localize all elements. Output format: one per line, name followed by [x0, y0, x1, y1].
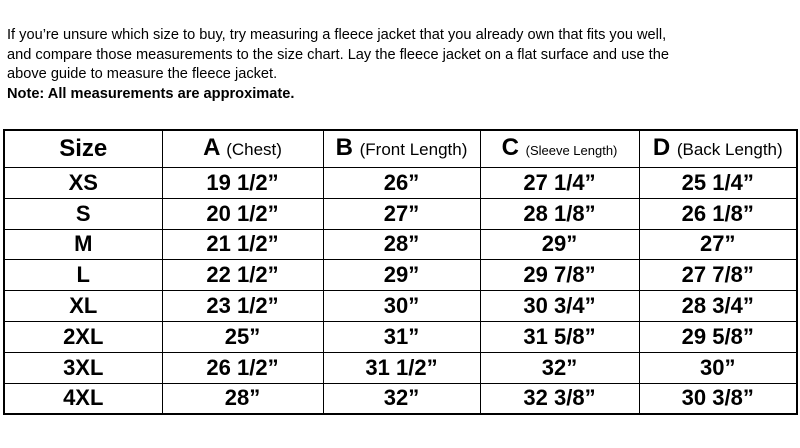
- header-back-length-letter: D: [652, 134, 671, 161]
- header-sleeve-length-letter: C: [501, 133, 519, 161]
- size-chart-table: [3, 129, 798, 415]
- table-row: [4, 260, 797, 291]
- cell-chest: 20 1/2”: [162, 198, 323, 229]
- cell-chest: 23 1/2”: [162, 291, 323, 322]
- header-size-label: Size: [59, 135, 108, 162]
- header-size: [4, 130, 162, 168]
- cell-size: M: [4, 229, 162, 260]
- cell-front-length: 31”: [323, 321, 480, 352]
- note-text: Note: All measurements are approximate.: [7, 85, 295, 102]
- header-sleeve-length: [480, 130, 639, 168]
- cell-size: 2XL: [4, 321, 162, 352]
- header-front-length-letter: B: [335, 134, 353, 161]
- size-chart-body: [4, 168, 797, 415]
- intro-line-3: above guide to measure the fleece jacket.: [7, 66, 278, 82]
- intro-line-1: If you’re unsure which size to buy, try measuring a fleece jacket that you already own that fits you well,: [7, 27, 667, 43]
- cell-sleeve-length: 28 1/8”: [480, 198, 639, 229]
- cell-size: L: [4, 260, 162, 291]
- header-sleeve-length-desc: (Sleeve Length): [525, 142, 618, 158]
- cell-chest: 19 1/2”: [162, 168, 323, 199]
- cell-chest: 21 1/2”: [162, 229, 323, 260]
- cell-sleeve-length: 32 3/8”: [480, 383, 639, 414]
- table-row: [4, 198, 797, 229]
- cell-sleeve-length: 31 5/8”: [480, 321, 639, 352]
- cell-front-length: 30”: [323, 291, 480, 322]
- table-row: [4, 229, 797, 260]
- table-row: [4, 291, 797, 322]
- table-row: [4, 168, 797, 199]
- header-front-length-desc: (Front Length): [359, 140, 468, 159]
- cell-sleeve-length: 29”: [480, 229, 639, 260]
- header-back-length-desc: (Back Length): [676, 140, 783, 159]
- cell-back-length: 30 3/8”: [639, 383, 797, 414]
- cell-back-length: 26 1/8”: [639, 198, 797, 229]
- cell-sleeve-length: 29 7/8”: [480, 260, 639, 291]
- cell-back-length: 29 5/8”: [639, 321, 797, 352]
- cell-size: XL: [4, 291, 162, 322]
- cell-back-length: 25 1/4”: [639, 168, 797, 199]
- table-row: [4, 383, 797, 414]
- cell-back-length: 27”: [639, 229, 797, 260]
- cell-front-length: 31 1/2”: [323, 352, 480, 383]
- cell-front-length: 28”: [323, 229, 480, 260]
- intro-line-2: and compare those measurements to the size chart. Lay the fleece jacket on a flat surface and use the: [7, 46, 669, 63]
- cell-size: 4XL: [4, 383, 162, 414]
- cell-size: 3XL: [4, 352, 162, 383]
- cell-back-length: 28 3/4”: [639, 291, 797, 322]
- cell-chest: 25”: [162, 321, 323, 352]
- cell-back-length: 30”: [639, 352, 797, 383]
- cell-front-length: 29”: [323, 260, 480, 291]
- table-row: [4, 321, 797, 352]
- header-chest-desc: (Chest): [226, 140, 282, 159]
- header-chest-letter: A: [203, 134, 220, 161]
- cell-sleeve-length: 30 3/4”: [480, 291, 639, 322]
- cell-size: S: [4, 198, 162, 229]
- header-chest: [162, 130, 323, 168]
- cell-front-length: 26”: [323, 168, 480, 199]
- header-row: [4, 130, 797, 168]
- cell-chest: 26 1/2”: [162, 352, 323, 383]
- cell-chest: 28”: [162, 383, 323, 414]
- header-back-length: [639, 130, 797, 168]
- intro-text: [7, 26, 797, 104]
- cell-front-length: 27”: [323, 198, 480, 229]
- cell-chest: 22 1/2”: [162, 260, 323, 291]
- header-front-length: [323, 130, 480, 168]
- cell-size: XS: [4, 168, 162, 199]
- cell-sleeve-length: 32”: [480, 352, 639, 383]
- cell-sleeve-length: 27 1/4”: [480, 168, 639, 199]
- table-row: [4, 352, 797, 383]
- cell-front-length: 32”: [323, 383, 480, 414]
- cell-back-length: 27 7/8”: [639, 260, 797, 291]
